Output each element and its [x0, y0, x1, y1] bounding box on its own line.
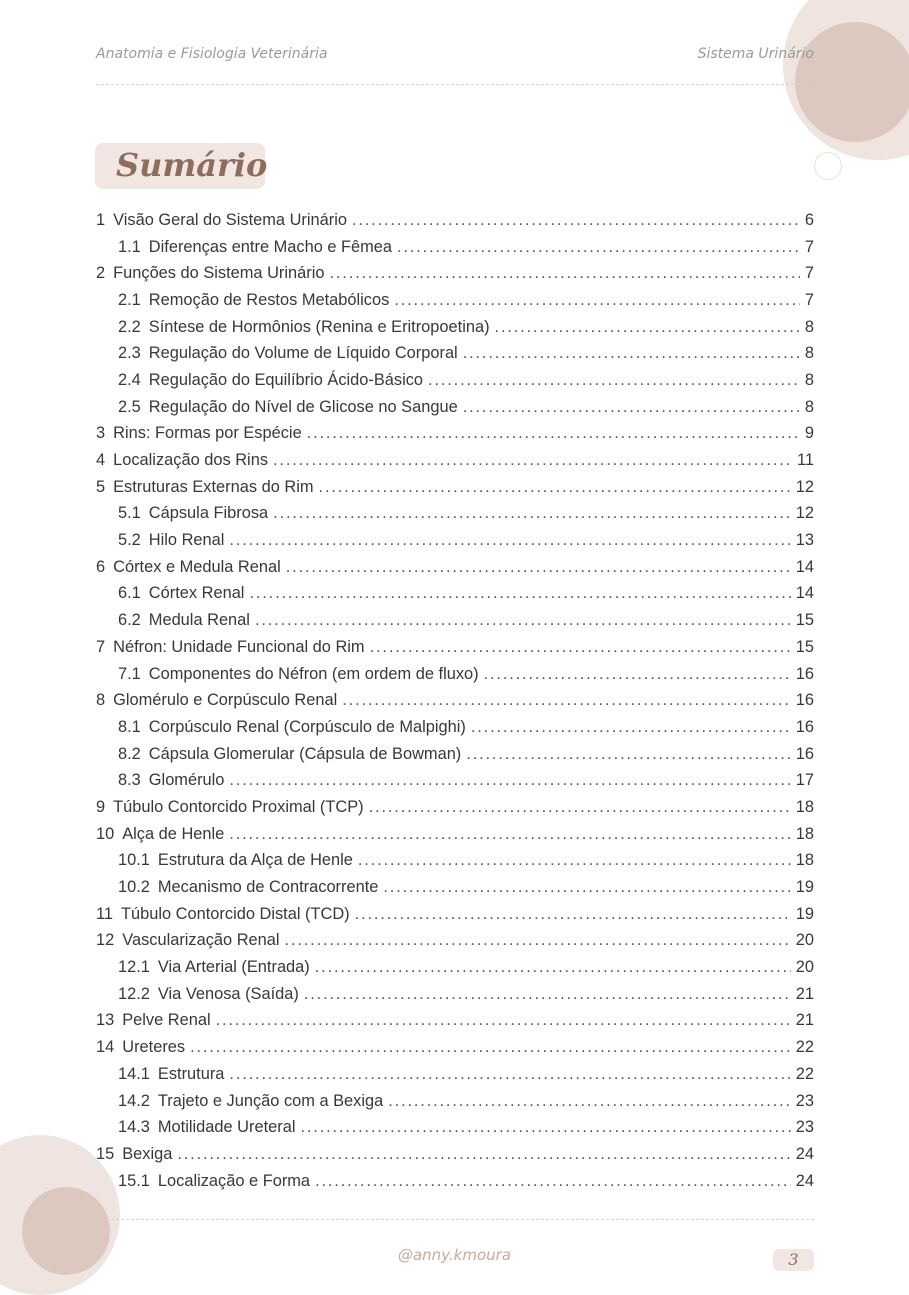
toc-entry-label: Pelve Renal	[122, 1011, 211, 1030]
toc-entry-number: 12.1	[118, 958, 150, 977]
toc-entry-label: Córtex e Medula Renal	[113, 557, 281, 576]
toc-leader-dots	[177, 1145, 790, 1164]
toc-entry[interactable]	[96, 714, 814, 741]
toc-entry[interactable]	[96, 607, 814, 634]
toc-entry-number: 10	[96, 824, 115, 843]
toc-entry[interactable]	[96, 527, 814, 554]
toc-entry-page: 14	[795, 557, 814, 576]
toc-leader-dots	[463, 344, 800, 363]
toc-entry-number: 7.1	[118, 664, 141, 683]
toc-entry-page: 16	[795, 664, 814, 683]
toc-entry[interactable]	[96, 421, 814, 448]
toc-entry-page: 16	[795, 744, 814, 763]
toc-entry-page: 24	[795, 1144, 814, 1163]
toc-entry-number: 3	[96, 424, 106, 443]
toc-entry-page: 18	[795, 851, 814, 870]
toc-entry-number: 6.1	[118, 584, 141, 603]
toc-entry-number: 14	[96, 1038, 115, 1057]
toc-leader-dots	[229, 771, 790, 790]
toc-entry-page: 15	[795, 637, 814, 656]
toc-entry[interactable]	[96, 1008, 814, 1035]
toc-entry-label: Síntese de Hormônios (Renina e Eritropoetina)	[148, 317, 490, 336]
toc-entry-label: Mecanismo de Contracorrente	[157, 878, 379, 897]
toc-entry-label: Córtex Renal	[148, 584, 245, 603]
toc-leader-dots	[466, 745, 790, 764]
toc-entry-page: 20	[795, 958, 814, 977]
toc-entry-page: 16	[795, 717, 814, 736]
toc-entry[interactable]	[96, 1168, 814, 1195]
toc-entry-number: 2.3	[118, 344, 141, 363]
toc-entry-page: 8	[804, 317, 814, 336]
toc-leader-dots	[286, 558, 791, 577]
toc-entry[interactable]	[96, 741, 814, 768]
toc-entry-label: Regulação do Equilíbrio Ácido-Básico	[148, 370, 424, 389]
toc-entry[interactable]	[96, 874, 814, 901]
toc-entry-page: 21	[795, 984, 814, 1003]
toc-entry-number: 8.1	[118, 717, 141, 736]
toc-leader-dots	[307, 424, 800, 443]
toc-entry-page: 6	[804, 210, 814, 229]
toc-entry-label: Medula Renal	[148, 611, 250, 630]
toc-entry-page: 13	[795, 531, 814, 550]
toc-entry-label: Túbulo Contorcido Distal (TCD)	[121, 904, 350, 923]
header-divider	[96, 84, 814, 85]
page-header	[96, 46, 814, 66]
toc-leader-dots	[304, 985, 791, 1004]
toc-entry[interactable]	[96, 474, 814, 501]
toc-entry-label: Componentes do Néfron (em ordem de fluxo)	[148, 664, 479, 683]
toc-entry-number: 2.2	[118, 317, 141, 336]
toc-entry-number: 15	[96, 1144, 115, 1163]
toc-leader-dots	[495, 318, 800, 337]
toc-entry-label: Corpúsculo Renal (Corpúsculo de Malpighi)	[148, 717, 466, 736]
toc-leader-dots	[273, 504, 791, 523]
toc-entry-page: 22	[795, 1038, 814, 1057]
toc-entry-page: 14	[795, 584, 814, 603]
toc-leader-dots	[315, 958, 791, 977]
toc-leader-dots	[369, 798, 791, 817]
toc-entry-label: Alça de Henle	[122, 824, 225, 843]
toc-entry-number: 14.1	[118, 1064, 150, 1083]
toc-leader-dots	[190, 1038, 791, 1057]
toc-entry-number: 2	[96, 264, 106, 283]
toc-entry-number: 10.2	[118, 878, 150, 897]
toc-entry-label: Motilidade Ureteral	[157, 1118, 296, 1137]
toc-entry-number: 14.2	[118, 1091, 150, 1110]
toc-entry-label: Estrutura da Alça de Henle	[157, 851, 353, 870]
toc-entry-label: Funções do Sistema Urinário	[113, 264, 325, 283]
toc-entry[interactable]	[96, 954, 814, 981]
toc-entry-label: Néfron: Unidade Funcional do Rim	[113, 637, 365, 656]
toc-entry[interactable]	[96, 581, 814, 608]
toc-leader-dots	[300, 1118, 790, 1137]
toc-entry-label: Túbulo Contorcido Proximal (TCP)	[113, 797, 364, 816]
toc-entry[interactable]	[96, 340, 814, 367]
toc-entry-page: 18	[795, 824, 814, 843]
toc-entry-number: 13	[96, 1011, 115, 1030]
toc-leader-dots	[397, 238, 800, 257]
toc-entry-number: 6.2	[118, 611, 141, 630]
toc-entry-label: Ureteres	[122, 1038, 186, 1057]
toc-entry-number: 1	[96, 210, 106, 229]
toc-entry[interactable]	[96, 367, 814, 394]
toc-entry[interactable]	[96, 314, 814, 341]
toc-leader-dots	[370, 638, 791, 657]
toc-entry-label: Vascularização Renal	[122, 931, 280, 950]
toc-entry[interactable]	[96, 260, 814, 287]
footer-divider	[96, 1219, 814, 1220]
toc-entry-label: Regulação do Volume de Líquido Corporal	[148, 344, 458, 363]
toc-entry-page: 12	[795, 504, 814, 523]
toc-entry-page: 17	[795, 771, 814, 790]
toc-entry-number: 8	[96, 691, 106, 710]
toc-leader-dots	[463, 398, 800, 417]
toc-leader-dots	[329, 264, 799, 283]
toc-entry-number: 15.1	[118, 1171, 150, 1190]
toc-entry[interactable]	[96, 207, 814, 234]
toc-entry-number: 9	[96, 797, 106, 816]
toc-entry[interactable]	[96, 821, 814, 848]
toc-entry-number: 2.5	[118, 397, 141, 416]
toc-entry-page: 19	[795, 878, 814, 897]
toc-entry[interactable]	[96, 394, 814, 421]
toc-entry-page: 9	[804, 424, 814, 443]
toc-entry[interactable]	[96, 1114, 814, 1141]
toc-entry-page: 24	[795, 1171, 814, 1190]
toc-entry[interactable]	[96, 447, 814, 474]
toc-entry[interactable]	[96, 501, 814, 528]
toc-entry-page: 19	[795, 904, 814, 923]
toc-entry-page: 21	[795, 1011, 814, 1030]
toc-entry[interactable]	[96, 234, 814, 261]
toc-entry-number: 14.3	[118, 1118, 150, 1137]
toc-leader-dots	[484, 665, 791, 684]
toc-entry-number: 12	[96, 931, 115, 950]
page-number-badge: 3	[773, 1249, 814, 1271]
toc-entry-label: Diferenças entre Macho e Fêmea	[148, 237, 393, 256]
decorative-circle-small-outline	[814, 152, 842, 180]
toc-entry-page: 8	[804, 344, 814, 363]
toc-entry[interactable]	[96, 1061, 814, 1088]
toc-entry-label: Localização e Forma	[157, 1171, 311, 1190]
toc-entry-number: 2.4	[118, 370, 141, 389]
toc-leader-dots	[229, 825, 790, 844]
toc-leader-dots	[216, 1011, 791, 1030]
toc-leader-dots	[394, 291, 800, 310]
toc-entry-number: 1.1	[118, 237, 141, 256]
toc-entry-number: 11	[96, 904, 114, 923]
toc-entry-number: 12.2	[118, 984, 150, 1003]
toc-entry[interactable]	[96, 634, 814, 661]
toc-entry-label: Rins: Formas por Espécie	[113, 424, 302, 443]
toc-entry-page: 20	[795, 931, 814, 950]
toc-entry-page: 18	[795, 797, 814, 816]
toc-entry-label: Hilo Renal	[148, 531, 225, 550]
toc-entry-label: Cápsula Fibrosa	[148, 504, 269, 523]
toc-entry[interactable]	[96, 1088, 814, 1115]
toc-leader-dots	[358, 851, 791, 870]
toc-entry-number: 8.3	[118, 771, 141, 790]
toc-entry[interactable]	[96, 1141, 814, 1168]
toc-leader-dots	[229, 531, 790, 550]
toc-entry[interactable]	[96, 287, 814, 314]
header-book-title: Anatomia e Fisiologia Veterinária	[96, 46, 328, 62]
toc-entry-number: 5	[96, 477, 106, 496]
title-box	[95, 143, 268, 189]
toc-entry[interactable]	[96, 1034, 814, 1061]
toc-entry-label: Cápsula Glomerular (Cápsula de Bowman)	[148, 744, 462, 763]
toc-entry-label: Via Venosa (Saída)	[157, 984, 299, 1003]
toc-entry-page: 11	[796, 451, 814, 470]
toc-entry-page: 23	[795, 1091, 814, 1110]
toc-leader-dots	[315, 1172, 791, 1191]
toc-entry[interactable]	[96, 554, 814, 581]
toc-entry-label: Remoção de Restos Metabólicos	[148, 290, 390, 309]
toc-entry-label: Regulação do Nível de Glicose no Sangue	[148, 397, 458, 416]
toc-entry-page: 7	[804, 237, 814, 256]
toc-entry-label: Estrutura	[157, 1064, 225, 1083]
toc-entry[interactable]	[96, 928, 814, 955]
toc-leader-dots	[428, 371, 800, 390]
toc-entry[interactable]	[96, 981, 814, 1008]
toc-entry-label: Glomérulo	[148, 771, 225, 790]
toc-entry-page: 16	[795, 691, 814, 710]
toc-entry-page: 8	[804, 370, 814, 389]
toc-leader-dots	[355, 905, 791, 924]
toc-entry-label: Bexiga	[122, 1144, 173, 1163]
toc-leader-dots	[352, 211, 800, 230]
header-chapter-title: Sistema Urinário	[697, 46, 814, 62]
toc-leader-dots	[249, 584, 790, 603]
toc-entry[interactable]	[96, 848, 814, 875]
toc-entry[interactable]	[96, 767, 814, 794]
toc-entry-label: Visão Geral do Sistema Urinário	[113, 210, 347, 229]
toc-entry[interactable]	[96, 901, 814, 928]
footer-author-handle: @anny.kmoura	[397, 1246, 512, 1264]
toc-entry-label: Estruturas Externas do Rim	[113, 477, 314, 496]
toc-entry-page: 7	[804, 264, 814, 283]
toc-leader-dots	[383, 878, 790, 897]
toc-entry-number: 7	[96, 637, 106, 656]
toc-leader-dots	[229, 1065, 790, 1084]
toc-entry-page: 15	[795, 611, 814, 630]
toc-entry-number: 4	[96, 451, 106, 470]
toc-entry[interactable]	[96, 794, 814, 821]
toc-entry-label: Trajeto e Junção com a Bexiga	[157, 1091, 384, 1110]
toc-entry[interactable]	[96, 687, 814, 714]
toc-entry-number: 5.1	[118, 504, 141, 523]
toc-entry-number: 5.2	[118, 531, 141, 550]
toc-entry[interactable]	[96, 661, 814, 688]
toc-entry-label: Via Arterial (Entrada)	[157, 958, 310, 977]
toc-entry-page: 7	[804, 290, 814, 309]
decorative-circle-top-right-inner	[795, 22, 909, 142]
toc-leader-dots	[342, 691, 791, 710]
toc-entry-number: 8.2	[118, 744, 141, 763]
toc-entry-page: 8	[804, 397, 814, 416]
toc-entry-page: 12	[795, 477, 814, 496]
toc-entry-label: Glomérulo e Corpúsculo Renal	[113, 691, 338, 710]
toc-leader-dots	[273, 451, 792, 470]
toc-leader-dots	[285, 931, 791, 950]
toc-entry-number: 6	[96, 557, 106, 576]
toc-entry-page: 23	[795, 1118, 814, 1137]
toc-entry-number: 10.1	[118, 851, 150, 870]
toc-entry-number: 2.1	[118, 290, 141, 309]
toc-entry-page: 22	[795, 1064, 814, 1083]
toc-leader-dots	[388, 1092, 791, 1111]
toc-entry-label: Localização dos Rins	[113, 451, 269, 470]
table-of-contents	[96, 207, 814, 1194]
toc-leader-dots	[319, 478, 791, 497]
toc-leader-dots	[471, 718, 791, 737]
toc-leader-dots	[255, 611, 791, 630]
page-title: Sumário	[116, 146, 268, 184]
